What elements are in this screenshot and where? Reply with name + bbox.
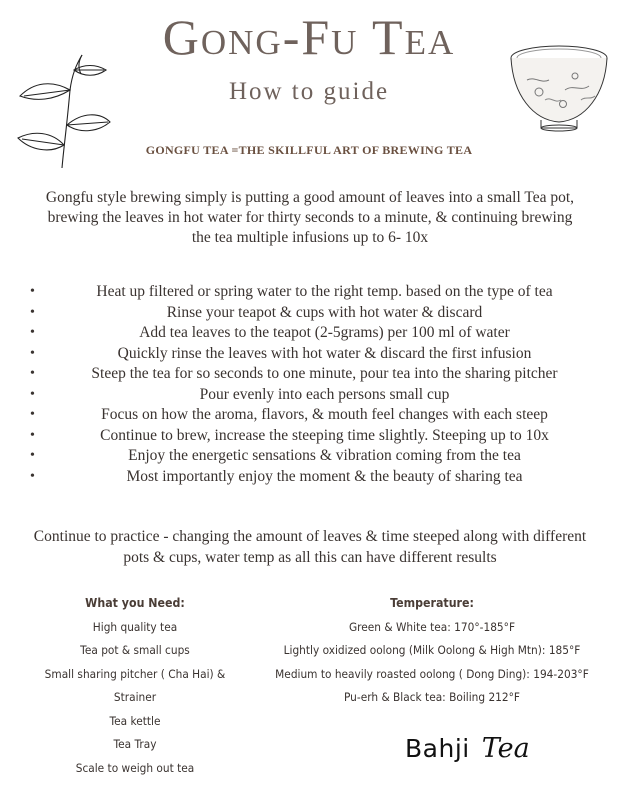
- list-item: • Continue to brew, increase the steeping time slightly. Steeping up to 10x: [30, 426, 605, 447]
- list-item: Green & White tea: 170°-185°F: [348, 619, 516, 634]
- list-item: • Quickly rinse the leaves with hot water & discard the first infusion: [30, 344, 605, 365]
- list-item: • Heat up filtered or spring water to the right temp. based on the type of tea: [30, 282, 605, 303]
- list-item: High quality tea: [92, 619, 178, 634]
- list-item: Lightly oxidized oolong (Milk Oolong & High Mtn): 185°F: [283, 643, 581, 657]
- list-item: • Most importantly enjoy the moment & the beauty of sharing tea: [30, 467, 605, 488]
- temperature-section: [261, 592, 603, 710]
- tagline: GONGFU TEA =THE SKILLFUL ART OF BREWING TEA: [145, 143, 473, 157]
- list-item: • Pour evenly into each persons small cup: [30, 385, 605, 406]
- intro-paragraph: Gongfu style brewing simply is putting a good amount of leaves into a small Tea pot, brewing the leaves in hot water for thirty seconds to a minute, & continuing brewing the tea multiple infusions up to 6- 10x: [45, 189, 575, 246]
- brand-name-primary: Bahji: [405, 734, 470, 763]
- list-item: Small sharing pitcher ( Cha Hai) &: [44, 666, 226, 681]
- list-item: Pu-erh & Black tea: Boiling 212°F: [343, 690, 521, 704]
- list-item: • Rinse your teapot & cups with hot water & discard: [30, 303, 605, 324]
- page-subtitle: How to guide: [228, 78, 390, 105]
- list-item: Tea kettle: [109, 713, 161, 728]
- porcelain-tea-cup-icon: [505, 40, 613, 135]
- list-item: Tea Tray: [113, 737, 157, 751]
- brand-name-script: Tea: [481, 733, 530, 764]
- page-title: Gong-Fu Tea: [162, 9, 456, 65]
- what-you-need-section: [34, 592, 236, 780]
- list-item: • Enjoy the energetic sensations & vibration coming from the tea: [30, 446, 605, 467]
- list-item: Scale to weigh out tea: [75, 760, 195, 775]
- brewing-steps-list: [30, 282, 605, 487]
- list-item: Strainer: [113, 690, 157, 704]
- list-item: Tea pot & small cups: [80, 643, 190, 657]
- list-item: • Add tea leaves to the teapot (2-5grams) per 100 ml of water: [30, 323, 605, 344]
- list-item: Medium to heavily roasted oolong ( Dong Ding): 194-203°F: [275, 666, 589, 681]
- closing-paragraph: Continue to practice - changing the amount of leaves & time steeped along with different pots & cups, water temp as all this can have different results: [33, 528, 587, 566]
- list-item: • Focus on how the aroma, flavors, & mouth feel changes with each steep: [30, 405, 605, 426]
- brand-logo: [405, 733, 530, 773]
- temperature-heading: Temperature:: [390, 596, 474, 610]
- list-item: • Steep the tea for so seconds to one minute, pour tea into the sharing pitcher: [30, 364, 605, 385]
- what-you-need-heading: What you Need:: [85, 596, 185, 610]
